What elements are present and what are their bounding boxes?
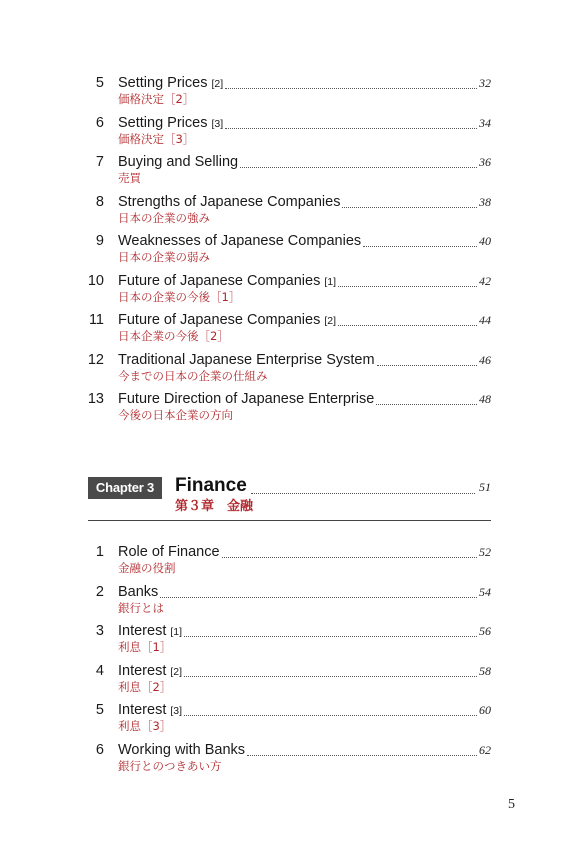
chapter-page: 51 — [479, 480, 491, 494]
entry-japanese-title: 日本の企業の強み — [118, 210, 210, 225]
entry-title: Interest [3] — [118, 702, 183, 718]
entry-line — [118, 194, 491, 211]
chapter-title-line — [175, 473, 491, 499]
entry-title: Buying and Selling — [118, 154, 239, 170]
entry-line — [118, 544, 491, 561]
entry-japanese-title: 利息［2］ — [118, 679, 172, 694]
entry-line — [118, 273, 491, 290]
entry-number: 6 — [95, 114, 104, 131]
entry-page: 52 — [479, 545, 491, 559]
entry-japanese-title: 銀行とのつきあい方 — [118, 758, 222, 773]
entry-suffix: [3] — [211, 117, 224, 130]
entry-number: 9 — [95, 233, 104, 249]
dot-leader — [225, 88, 477, 89]
entry-suffix: [2] — [211, 78, 224, 90]
entry-page: 46 — [479, 352, 491, 367]
entry-number: 7 — [95, 154, 104, 170]
entry-title: Setting Prices [3] — [118, 114, 224, 131]
entry-page: 42 — [479, 273, 491, 288]
dot-leader — [342, 207, 477, 208]
toc-entry[interactable] — [0, 544, 574, 580]
entry-line — [118, 154, 491, 171]
entry-number: 2 — [95, 583, 104, 600]
entry-title: Banks — [118, 583, 159, 600]
entry-japanese-title: 銀行とは — [118, 600, 164, 615]
toc-entry[interactable] — [0, 663, 574, 699]
entry-number: 11 — [88, 312, 104, 328]
entry-japanese-title: 価格決定［3］ — [118, 131, 195, 146]
chapter-japanese-title: 第３章 金融 — [175, 499, 254, 514]
toc-entry[interactable] — [0, 154, 574, 190]
entry-line — [118, 702, 491, 719]
entry-page: 54 — [479, 584, 491, 599]
entry-page: 62 — [479, 742, 491, 757]
entry-line — [118, 663, 491, 680]
entry-number: 1 — [95, 544, 104, 560]
entry-japanese-title: 今までの日本の企業の仕組み — [118, 368, 268, 383]
entry-page: 32 — [479, 76, 491, 90]
entry-suffix: [1] — [170, 626, 183, 638]
entry-suffix: [1] — [324, 275, 337, 288]
entry-number: 10 — [87, 272, 104, 289]
entry-line — [118, 623, 491, 640]
dot-leader — [377, 365, 477, 366]
entry-title: Setting Prices [2] — [118, 75, 224, 91]
toc-entry[interactable] — [0, 194, 574, 230]
entry-line — [118, 233, 491, 250]
entry-suffix: [2] — [324, 315, 337, 327]
entry-title: Weaknesses of Japanese Companies — [118, 233, 362, 249]
entry-title: Working with Banks — [118, 741, 246, 758]
entry-number: 3 — [95, 623, 104, 639]
toc-entry[interactable] — [0, 742, 574, 778]
toc-entry[interactable] — [0, 233, 574, 269]
entry-line — [118, 75, 491, 92]
entry-number: 5 — [95, 75, 104, 91]
toc-entry[interactable] — [0, 623, 574, 659]
dot-leader — [247, 755, 477, 756]
entry-suffix: [2] — [170, 665, 183, 678]
entry-number: 6 — [95, 741, 104, 758]
entry-title: Future of Japanese Companies [1] — [118, 272, 337, 289]
entry-number: 5 — [95, 702, 104, 718]
entry-line — [118, 391, 491, 408]
entry-page: 38 — [479, 194, 491, 209]
page-number: 5 — [508, 797, 515, 812]
entry-title: Role of Finance — [118, 544, 220, 560]
toc-entry[interactable] — [0, 115, 574, 151]
dot-leader — [363, 246, 477, 247]
dot-leader — [376, 404, 477, 405]
entry-japanese-title: 売買 — [118, 171, 141, 185]
entry-japanese-title: 金融の役割 — [118, 561, 176, 575]
toc-entry[interactable] — [0, 391, 574, 427]
entry-page: 60 — [479, 703, 491, 717]
entry-japanese-title: 価格決定［2］ — [118, 92, 195, 106]
entry-page: 34 — [479, 115, 491, 130]
entry-line — [118, 584, 491, 601]
entry-page: 44 — [479, 313, 491, 327]
entry-japanese-title: 日本の企業の弱み — [118, 250, 210, 264]
entry-title: Strengths of Japanese Companies — [118, 193, 341, 210]
dot-leader — [184, 676, 477, 677]
entry-page: 56 — [479, 624, 491, 638]
entry-japanese-title: 利息［1］ — [118, 640, 172, 654]
toc-entry[interactable] — [0, 584, 574, 620]
entry-page: 40 — [479, 234, 491, 248]
dot-leader — [240, 167, 477, 168]
entry-number: 12 — [87, 351, 104, 368]
dot-leader — [338, 286, 477, 287]
entry-japanese-title: 今後の日本企業の方向 — [118, 408, 233, 422]
entry-number: 13 — [87, 391, 104, 407]
entry-title: Interest [2] — [118, 662, 183, 679]
toc-entry[interactable] — [0, 352, 574, 388]
toc-entry[interactable] — [0, 273, 574, 309]
entry-line — [118, 312, 491, 329]
chapter-badge: Chapter 3 — [88, 477, 162, 499]
entry-line — [118, 352, 491, 369]
entry-suffix: [3] — [170, 705, 183, 717]
entry-title: Interest [1] — [118, 623, 183, 639]
entry-line — [118, 742, 491, 759]
toc-entry[interactable] — [0, 312, 574, 348]
dot-leader — [184, 636, 477, 637]
dot-leader — [338, 325, 477, 326]
entry-title: Future Direction of Japanese Enterprise — [118, 391, 375, 407]
entry-number: 4 — [95, 662, 104, 679]
entry-japanese-title: 利息［3］ — [118, 719, 172, 733]
entry-title: Traditional Japanese Enterprise System — [118, 351, 375, 368]
chapter-header[interactable] — [88, 473, 491, 521]
entry-number: 8 — [95, 193, 104, 210]
dot-leader — [184, 715, 477, 716]
entry-page: 36 — [479, 155, 491, 169]
entry-line — [118, 115, 491, 132]
toc-entry[interactable] — [0, 75, 574, 111]
dot-leader — [225, 128, 477, 129]
entry-title: Future of Japanese Companies [2] — [118, 312, 337, 328]
chapter-title: Finance — [175, 475, 247, 496]
dot-leader — [222, 557, 477, 558]
entry-page: 58 — [479, 663, 491, 678]
entry-japanese-title: 日本企業の今後［2］ — [118, 329, 229, 343]
dot-leader — [251, 493, 475, 494]
entry-page: 48 — [479, 392, 491, 406]
entry-japanese-title: 日本の企業の今後［1］ — [118, 289, 241, 304]
toc-entry[interactable] — [0, 702, 574, 738]
dot-leader — [160, 597, 477, 598]
